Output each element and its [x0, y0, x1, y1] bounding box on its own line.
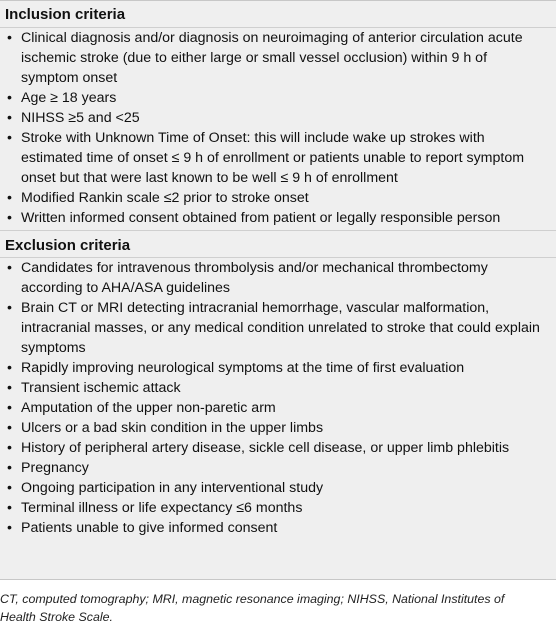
- item-text: Modified Rankin scale ≤2 prior to stroke onset: [21, 190, 309, 206]
- list-item: [0, 258, 546, 298]
- table-footnote: CT, computed tomography; MRI, magnetic resonance imaging; NIHSS, National Institutes of Health Stroke Scale.: [0, 592, 505, 624]
- bullet-icon: •: [7, 30, 12, 46]
- list-item: [0, 498, 546, 518]
- list-item: [0, 358, 546, 378]
- bullet-icon: •: [7, 210, 12, 226]
- item-text: Written informed consent obtained from patient or legally responsible person: [21, 210, 501, 226]
- exclusion-section: [0, 230, 556, 538]
- list-item: [0, 128, 546, 188]
- bullet-icon: •: [7, 130, 12, 146]
- item-text: History of peripheral artery disease, sickle cell disease, or upper limb phlebitis: [21, 440, 510, 456]
- list-item: [0, 438, 546, 458]
- bullet-icon: •: [7, 420, 12, 436]
- item-text: Patients unable to give informed consent: [21, 520, 278, 536]
- list-item: [0, 458, 546, 478]
- list-item: [0, 108, 546, 128]
- bullet-icon: •: [7, 260, 12, 276]
- bullet-icon: •: [7, 360, 12, 376]
- item-text: Amputation of the upper non-paretic arm: [21, 400, 276, 416]
- inclusion-section: [0, 1, 556, 228]
- bullet-icon: •: [7, 460, 12, 476]
- item-text: Terminal illness or life expectancy ≤6 months: [21, 500, 303, 516]
- list-item: [0, 88, 546, 108]
- exclusion-list: [0, 258, 556, 538]
- list-item: [0, 298, 546, 358]
- bullet-icon: •: [7, 380, 12, 396]
- item-text: Ulcers or a bad skin condition in the upper limbs: [21, 420, 324, 436]
- list-item: [0, 188, 546, 208]
- inclusion-list: [0, 28, 556, 228]
- item-text: Ongoing participation in any interventional study: [21, 480, 324, 496]
- bullet-icon: •: [7, 520, 12, 536]
- list-item: [0, 28, 546, 88]
- item-text: Pregnancy: [21, 460, 89, 476]
- list-item: [0, 478, 546, 498]
- item-text: Rapidly improving neurological symptoms at the time of first evaluation: [21, 360, 465, 376]
- list-item: [0, 518, 546, 538]
- item-text: Transient ischemic attack: [21, 380, 181, 396]
- item-text: Clinical diagnosis and/or diagnosis on neuroimaging of anterior circulation acute ischemic stroke (due to either large or small vessel occlusion) within 9 h of symptom onset: [21, 30, 523, 86]
- inclusion-heading: Inclusion criteria: [0, 1, 556, 28]
- list-item: [0, 208, 546, 228]
- bullet-icon: •: [7, 500, 12, 516]
- exclusion-heading: Exclusion criteria: [0, 230, 556, 258]
- bullet-icon: •: [7, 90, 12, 106]
- bullet-icon: •: [7, 480, 12, 496]
- list-item: [0, 398, 546, 418]
- item-text: Stroke with Unknown Time of Onset: this will include wake up strokes with estimated time of onset ≤ 9 h of enrollment or patients unable to report symptom onset but that were last known to be well ≤ 9 h of enrollment: [21, 130, 525, 186]
- item-text: Age ≥ 18 years: [21, 90, 117, 106]
- bullet-icon: •: [7, 400, 12, 416]
- bullet-icon: •: [7, 300, 12, 316]
- bullet-icon: •: [7, 110, 12, 126]
- list-item: [0, 378, 546, 398]
- bullet-icon: •: [7, 440, 12, 456]
- item-text: Candidates for intravenous thrombolysis and/or mechanical thrombectomy according to AHA/ASA guidelines: [21, 260, 488, 296]
- bullet-icon: •: [7, 190, 12, 206]
- item-text: Brain CT or MRI detecting intracranial hemorrhage, vascular malformation, intracranial masses, or any medical condition unrelated to stroke that could explain symptoms: [21, 300, 540, 356]
- list-item: [0, 418, 546, 438]
- item-text: NIHSS ≥5 and <25: [21, 110, 140, 126]
